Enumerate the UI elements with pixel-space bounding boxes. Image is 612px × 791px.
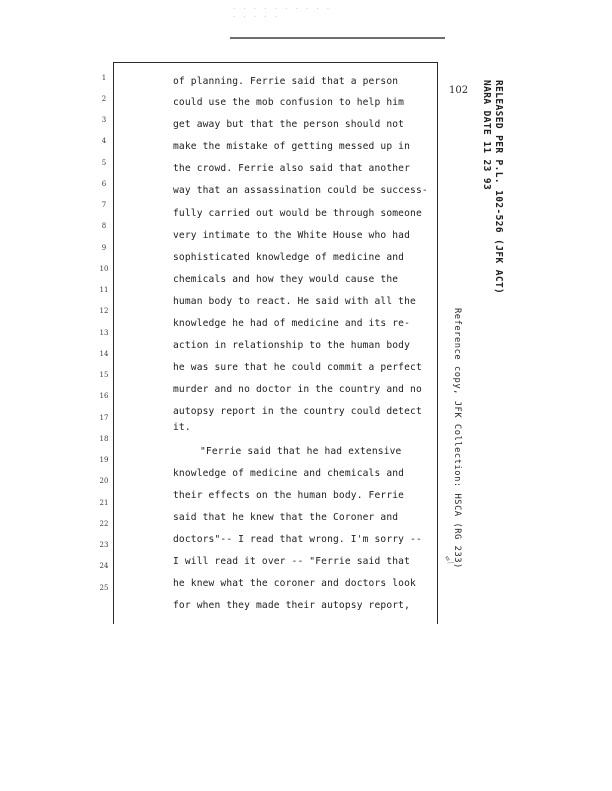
transcript-line: could use the mob confusion to help him	[173, 97, 405, 108]
line-number: 9	[101, 244, 107, 252]
transcript-line: he was sure that he could commit a perfect	[173, 362, 422, 373]
transcript-line: the crowd. Ferrie also said that another	[173, 163, 411, 174]
line-number: 22	[99, 520, 109, 528]
line-number: 20	[99, 477, 109, 485]
transcript-line: get away but that the person should not	[173, 119, 405, 130]
line-number: 10	[99, 265, 109, 273]
top-margin-smudge: · · · · · · · · · · · · · · ·	[232, 5, 332, 21]
transcript-line: knowledge he had of medicine and its re-	[173, 318, 411, 329]
transcript-line: he knew what the coroner and doctors look	[173, 578, 416, 589]
release-stamp-line: RELEASED PER P.L. 102-526 (JFK ACT)	[493, 80, 504, 295]
line-number: 16	[99, 392, 109, 400]
transcript-line: autopsy report in the country could detect	[173, 406, 422, 417]
line-number: 5	[101, 159, 107, 167]
line-number: 6	[101, 180, 107, 188]
line-number: 17	[99, 414, 109, 422]
line-number: 14	[99, 350, 109, 358]
line-number: 8	[101, 222, 107, 230]
line-number: 11	[99, 286, 109, 294]
line-number: 23	[99, 541, 109, 549]
line-number: 1	[101, 74, 107, 82]
line-number: 12	[99, 307, 109, 315]
transcript-line: make the mistake of getting messed up in	[173, 141, 411, 152]
line-number: 4	[101, 137, 107, 145]
transcript-line: fully carried out would be through someone	[173, 208, 422, 219]
line-number: 2	[101, 95, 107, 103]
transcript-line: chemicals and how they would cause the	[173, 274, 399, 285]
transcript-line: doctors"-- I read that wrong. I'm sorry --	[173, 534, 422, 545]
line-number: 18	[99, 435, 109, 443]
transcript-line: way that an assassination could be success-	[173, 185, 428, 196]
line-number: 7	[101, 201, 107, 209]
transcript-line: it.	[173, 422, 191, 433]
transcript-line: murder and no doctor in the country and no	[173, 384, 422, 395]
transcript-line: knowledge of medicine and chemicals and	[173, 468, 405, 479]
line-number: 15	[99, 371, 109, 379]
transcript-line: action in relationship to the human body	[173, 340, 411, 351]
transcript-line: said that he knew that the Coroner and	[173, 512, 399, 523]
transcript-line: for when they made their autopsy report,	[173, 600, 411, 611]
line-number: 13	[99, 329, 109, 337]
line-number: 24	[99, 562, 109, 570]
transcript-line: "Ferrie said that he had extensive	[200, 446, 402, 457]
line-number: 21	[99, 499, 109, 507]
release-stamp	[480, 80, 504, 294]
transcript-line: I will read it over -- "Ferrie said that	[173, 556, 411, 567]
transcript-line: of planning. Ferrie said that a person	[173, 76, 399, 87]
page-number: 102	[449, 85, 469, 96]
transcript-line: their effects on the human body. Ferrie	[173, 490, 405, 501]
line-number: 25	[99, 584, 109, 592]
transcript-line: very intimate to the White House who had	[173, 230, 411, 241]
line-number: 3	[101, 116, 107, 124]
reference-copy-note: Reference copy, JFK Collection: HSCA (RG 233)	[452, 308, 462, 569]
transcript-line: sophisticated knowledge of medicine and	[173, 252, 405, 263]
line-number: 19	[99, 456, 109, 464]
release-stamp-line: NARA DATE 11 23 93	[481, 80, 492, 191]
margin-mark-icon: ≈⁄	[441, 553, 456, 569]
transcript-line: human body to react. He said with all the	[173, 296, 416, 307]
